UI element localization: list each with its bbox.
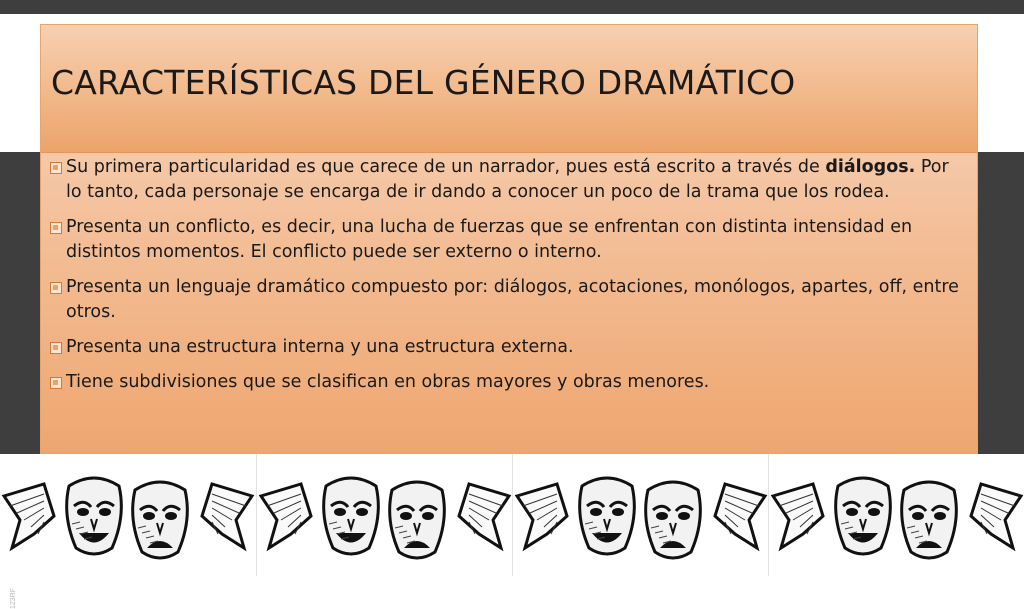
tragedy-mask-icon: [390, 482, 445, 558]
bullet-list: [49, 155, 969, 405]
title-area: [41, 25, 977, 153]
watermark-text: 123RF: [10, 587, 17, 609]
square-bullet-icon: [50, 222, 62, 234]
content-box: [40, 24, 978, 454]
tragedy-mask-icon: [133, 482, 188, 558]
bullet-item: [49, 370, 969, 395]
masks-drawing: [513, 454, 769, 576]
comedy-mask-icon: [580, 478, 635, 554]
bullet-item: [49, 335, 969, 360]
bullet-item: [49, 215, 969, 265]
masks-drawing: [257, 454, 513, 576]
masks-drawing: [769, 454, 1025, 576]
square-bullet-icon: [50, 162, 62, 174]
square-bullet-icon: [50, 342, 62, 354]
mask-tile: [256, 454, 512, 576]
mask-tile: [512, 454, 768, 576]
theater-masks-image: [0, 454, 1024, 609]
ribbon-left: [4, 484, 54, 548]
masks-drawing: [0, 454, 256, 576]
mask-tile: [0, 454, 256, 609]
square-bullet-icon: [50, 282, 62, 294]
bullet-bold-text: diálogos.: [825, 157, 916, 177]
ribbon-right: [971, 484, 1021, 548]
bullet-item: [49, 275, 969, 325]
bullet-text: Presenta un lenguaje dramático compuesto por: diálogos, acotaciones, monólogos, apartes, off, entre otros.: [66, 277, 959, 322]
slide-title: CARACTERÍSTICAS DEL GÉNERO DRAMÁTICO: [51, 63, 796, 102]
ribbon-right: [459, 484, 509, 548]
left-dark-band: [0, 152, 42, 454]
square-bullet-icon: [50, 377, 62, 389]
comedy-mask-icon: [67, 478, 122, 554]
right-dark-band: [978, 152, 1024, 454]
bullet-text: Presenta un conflicto, es decir, una lucha de fuerzas que se enfrentan con distinta intensidad en distintos momentos. El conflicto puede ser externo o interno.: [66, 217, 913, 262]
bullet-text: Por lo tanto, cada personaje se encarga de ir dando a conocer un poco de la trama que los rodea.: [66, 157, 949, 202]
bullet-text: Presenta una estructura interna y una estructura externa.: [66, 337, 574, 357]
top-dark-bar: [0, 0, 1024, 14]
tragedy-mask-icon: [646, 482, 701, 558]
ribbon-left: [261, 484, 311, 548]
ribbon-left: [773, 484, 823, 548]
mask-tile: [768, 454, 1024, 576]
bullet-text: Tiene subdivisiones que se clasifican en obras mayores y obras menores.: [66, 372, 710, 392]
comedy-mask-icon: [324, 478, 379, 554]
ribbon-right: [202, 484, 252, 548]
ribbon-right: [715, 484, 765, 548]
bullet-item: [49, 155, 969, 205]
bullet-text: Su primera particularidad es que carece de un narrador, pues está escrito a través de: [66, 157, 826, 177]
ribbon-left: [517, 484, 567, 548]
comedy-mask-icon: [836, 478, 891, 554]
tragedy-mask-icon: [902, 482, 957, 558]
